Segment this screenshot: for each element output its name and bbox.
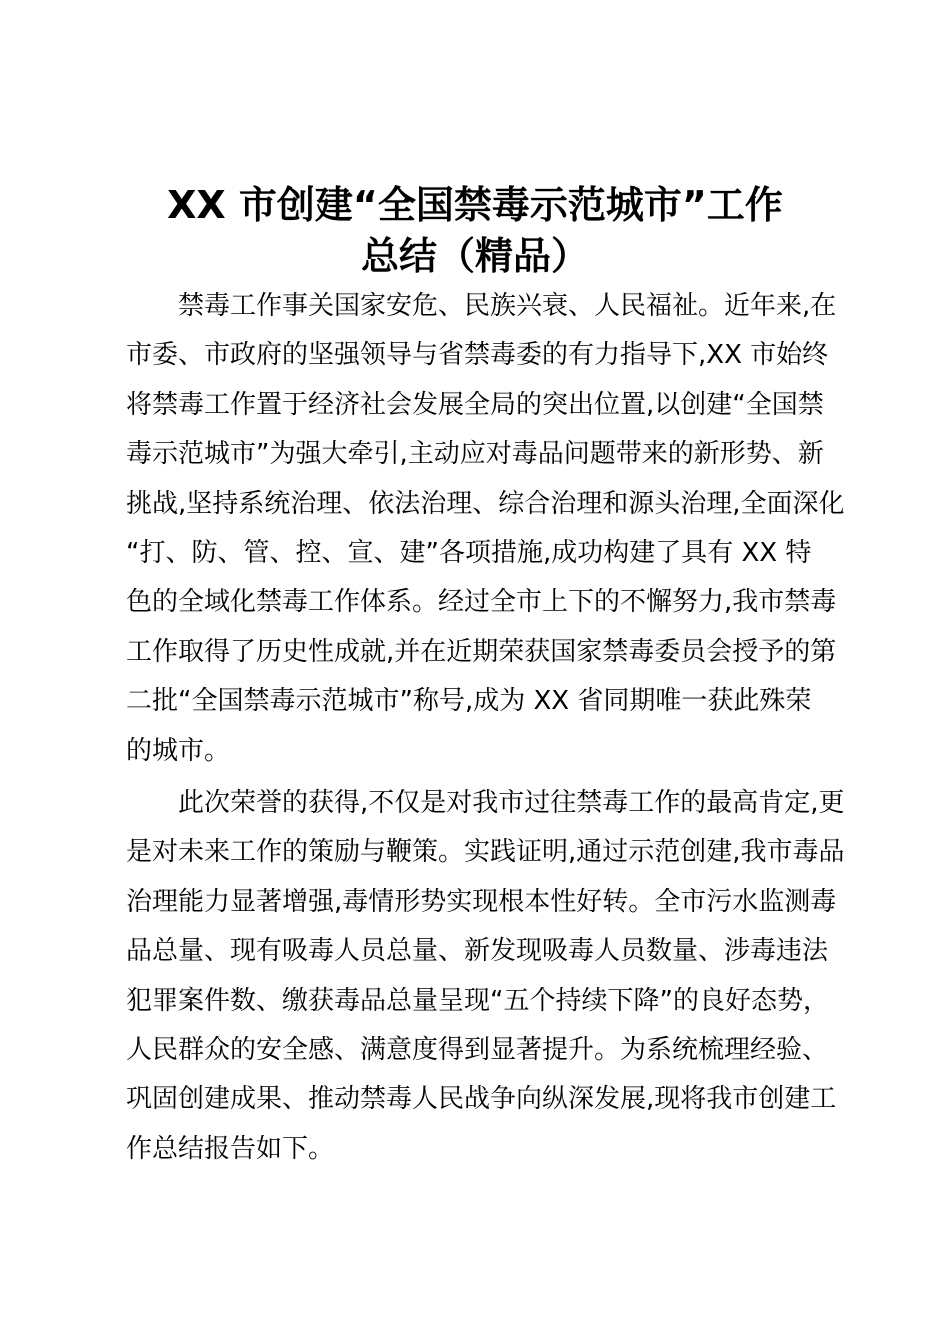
paragraph-line: 作总结报告如下。 [126, 1133, 335, 1164]
paragraph-line: 巩固创建成果、推动禁毒人民战争向纵深发展,现将我市创建工 [126, 1084, 837, 1115]
paragraph-line: 犯罪案件数、缴获毒品总量呈现“五个持续下降”的良好态势， [126, 985, 829, 1016]
paragraph-line: 挑战,坚持系统治理、依法治理、综合治理和源头治理,全面深化 [126, 488, 845, 519]
paragraph-1-text [126, 282, 845, 776]
paragraph-line: “打、防、管、控、宣、建”各项措施,成功构建了具有 XX 特 [126, 538, 812, 569]
title-line-1: XX 市创建“全国禁毒示范城市”工作 [167, 183, 783, 227]
paragraph-line: 的城市。 [126, 735, 231, 766]
paragraph-line: 是对未来工作的策励与鞭策。实践证明,通过示范创建,我市毒品 [126, 837, 845, 868]
title-line-2: 总结（精品） [360, 234, 589, 278]
paragraph-line: 工作取得了历史性成就,并在近期荣获国家禁毒委员会授予的第 [126, 636, 837, 667]
document-title [100, 180, 850, 282]
paragraph-line: 治理能力显著增强,毒情形势实现根本性好转。全市污水监测毒 [126, 886, 837, 917]
paragraph-1 [126, 282, 845, 776]
paragraph-line: 品总量、现有吸毒人员总量、新发现吸毒人员数量、涉毒违法 [126, 936, 829, 967]
paragraph-line: 将禁毒工作置于经济社会发展全局的突出位置,以创建“全国禁 [126, 389, 824, 420]
paragraph-line: 色的全域化禁毒工作体系。经过全市上下的不懈努力,我市禁毒 [126, 587, 837, 618]
paragraph-2 [126, 779, 845, 1174]
paragraph-line: 此次荣誉的获得,不仅是对我市过往禁毒工作的最高肯定,更 [178, 788, 845, 818]
paragraph-line: 二批“全国禁毒示范城市”称号,成为 XX 省同期唯一获此殊荣 [126, 686, 812, 717]
paragraph-line: 市委、市政府的坚强领导与省禁毒委的有力指导下,XX 市始终 [126, 340, 829, 371]
paragraph-2-text [126, 779, 845, 1174]
paragraph-line: 人民群众的安全感、满意度得到显著提升。为系统梳理经验、 [126, 1035, 829, 1066]
paragraph-line: 禁毒工作事关国家安危、民族兴衰、人民福祉。近年来,在 [178, 291, 837, 321]
paragraph-line: 毒示范城市”为强大牵引,主动应对毒品问题带来的新形势、新 [126, 439, 824, 470]
